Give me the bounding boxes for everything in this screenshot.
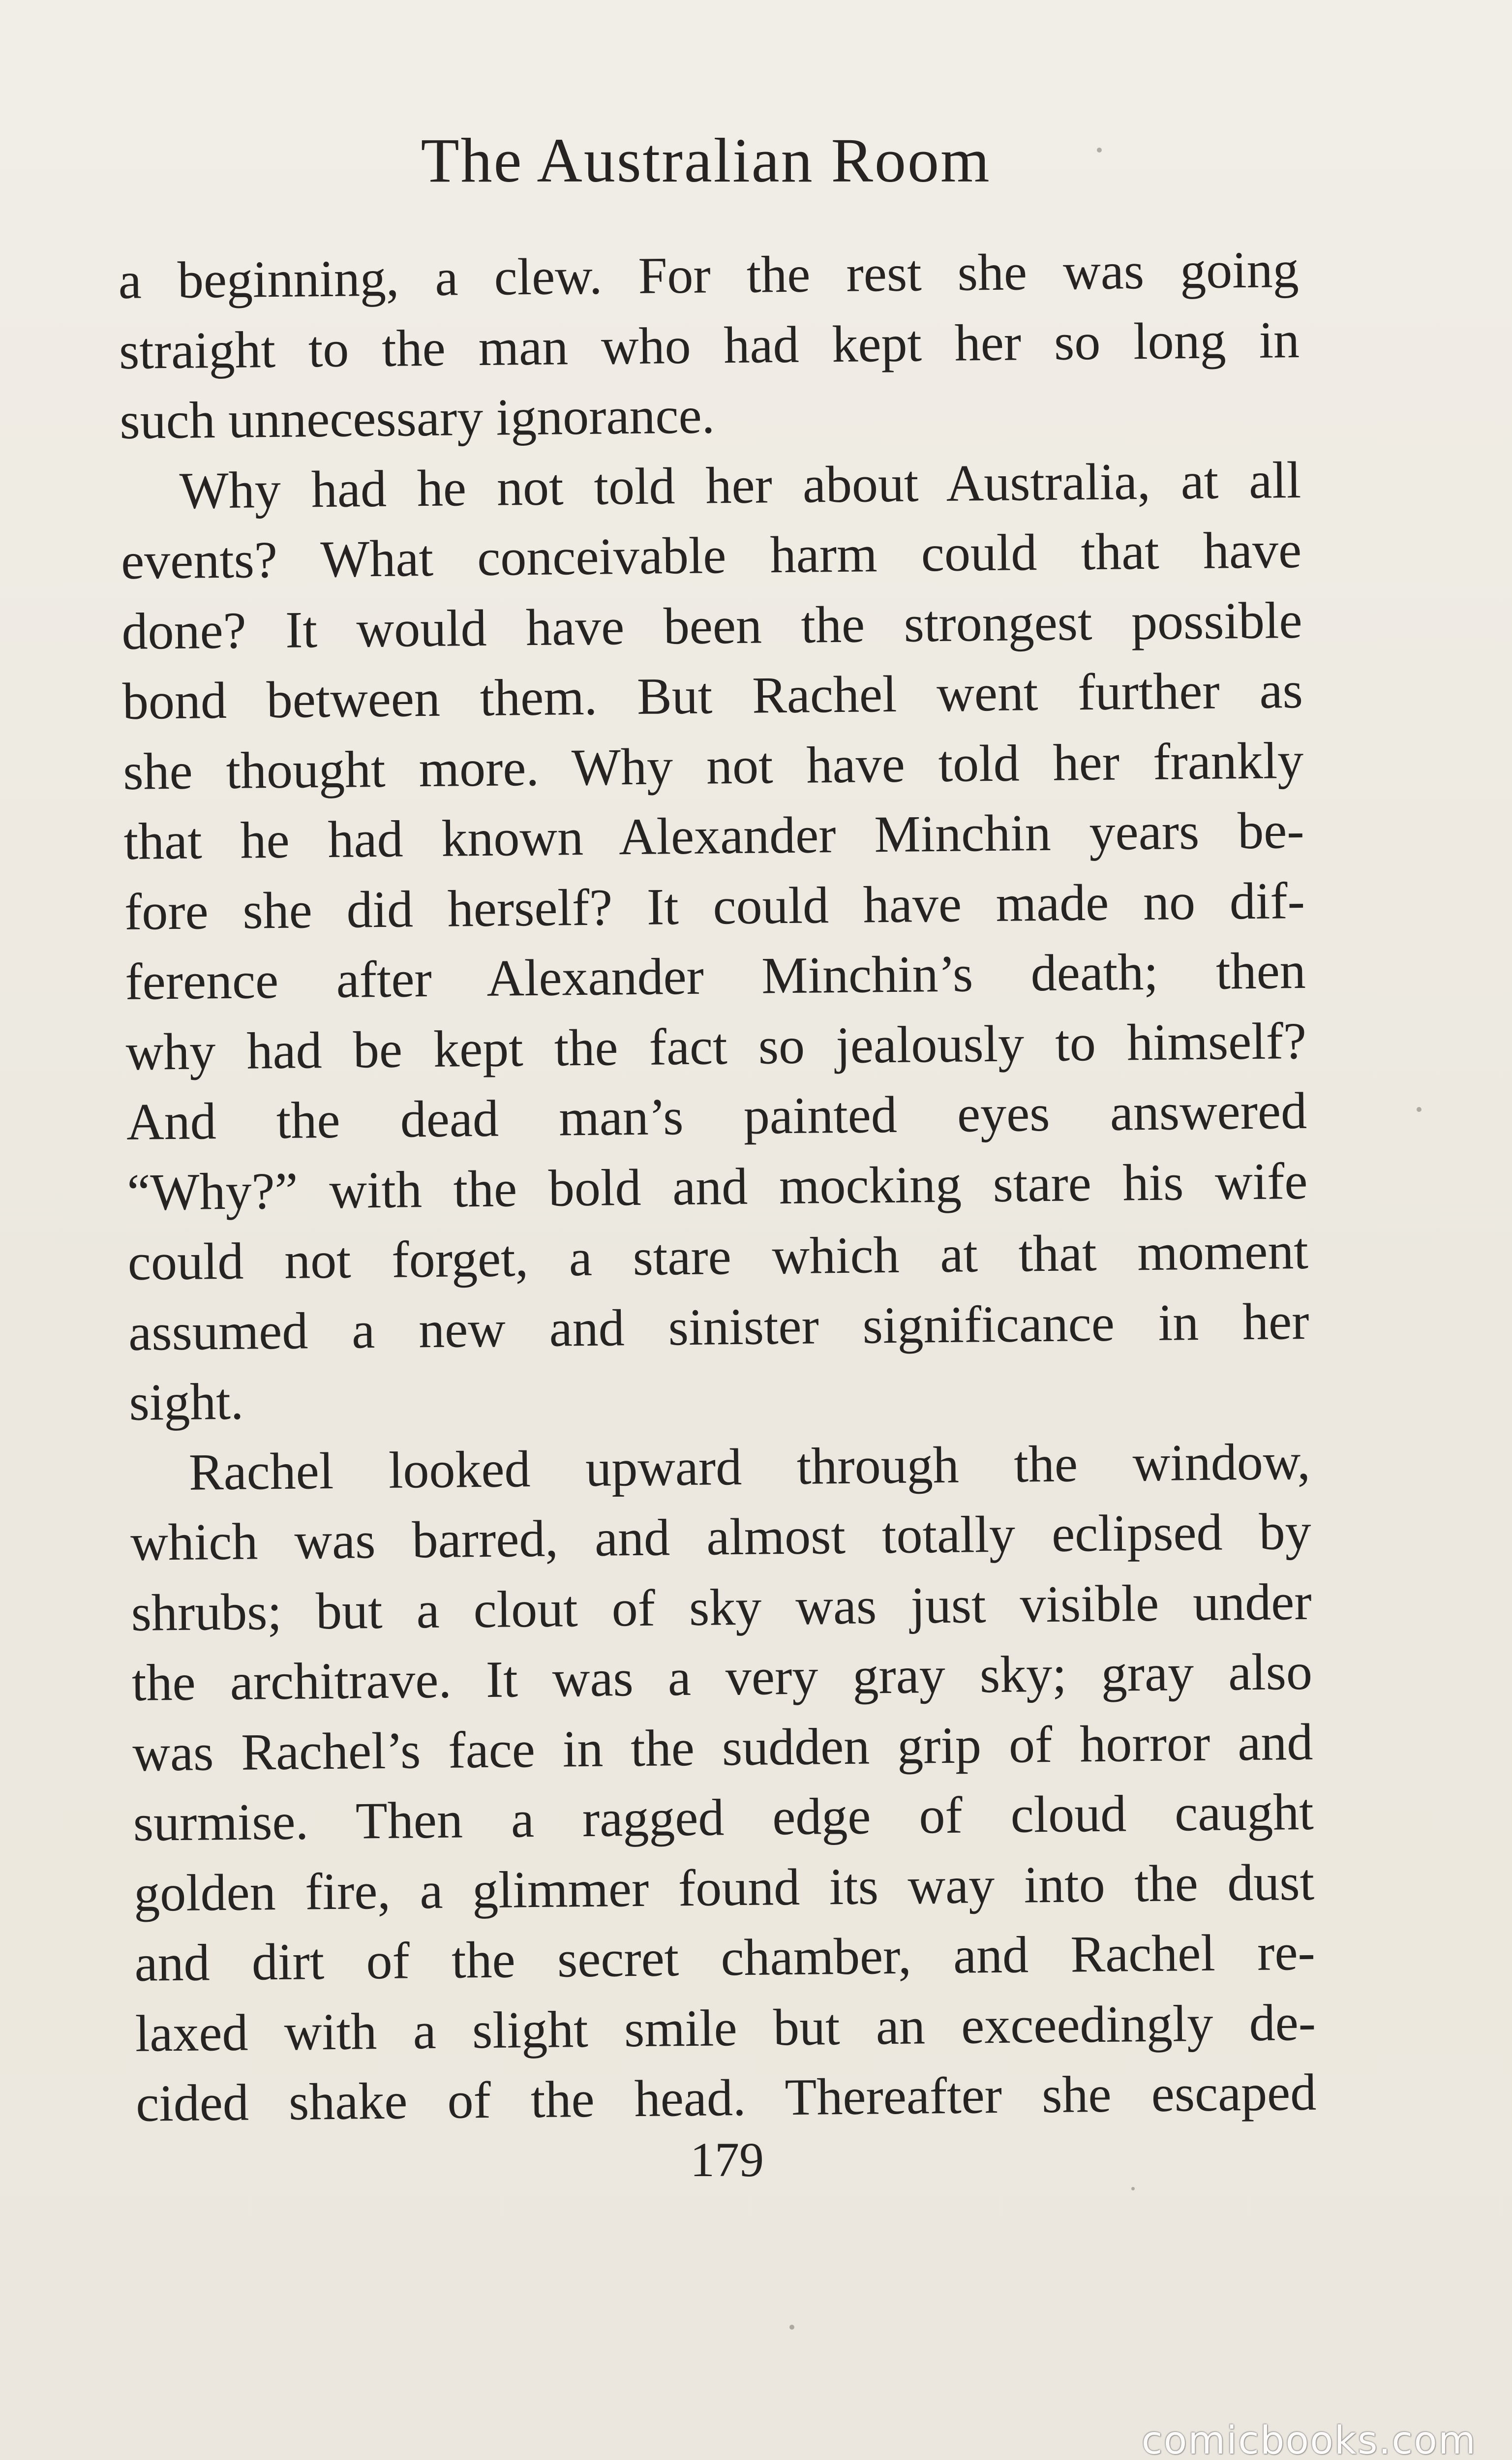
- text-line: And the dead man’s painted eyes answered: [126, 1081, 1307, 1151]
- text-line: bond between them. But Rachel went further as: [122, 661, 1303, 730]
- watermark: comicbooks.com: [1141, 2419, 1477, 2460]
- text-line: done? It would have been the strongest possible: [121, 591, 1302, 660]
- text-line: laxed with a slight smile but an exceedingly de-: [135, 1993, 1316, 2062]
- paper-speck: [1417, 1107, 1421, 1112]
- text-line: why had be kept the fact so jealously to himself?: [125, 1012, 1307, 1081]
- text-line: and dirt of the secret chamber, and Rachel re-: [134, 1923, 1316, 1992]
- text-line: a beginning, a clew. For the rest she was going: [118, 240, 1300, 309]
- text-line: such unnecessary ignorance.: [119, 386, 715, 450]
- text-line: cided shake of the head. Thereafter she escaped: [135, 2063, 1317, 2132]
- paragraph-3: [129, 1426, 1317, 2139]
- text-line: that he had known Alexander Minchin years be-: [123, 801, 1305, 870]
- text-line: straight to the man who had kept her so long in: [119, 310, 1300, 380]
- text-line: which was barred, and almost totally eclipsed by: [130, 1502, 1312, 1571]
- text-line: shrubs; but a clout of sky was just visible under: [131, 1572, 1312, 1642]
- text-line: assumed a new and sinister significance in her: [128, 1292, 1309, 1361]
- text-line: Why had he not told her about Australia, at all: [179, 451, 1301, 520]
- paper-speck: [1131, 2187, 1135, 2190]
- text-line: could not forget, a stare which at that moment: [127, 1222, 1309, 1291]
- text-line: “Why?” with the bold and mocking stare his wife: [126, 1152, 1308, 1221]
- text-line: was Rachel’s face in the sudden grip of horror and: [132, 1713, 1313, 1782]
- paragraph-2: [120, 445, 1310, 1438]
- text-line: golden fire, a glimmer found its way into the dust: [133, 1853, 1315, 1922]
- text-line: the architrave. It was a very gray sky; gray also: [131, 1642, 1313, 1712]
- body-text: [118, 235, 1317, 2139]
- paper-speck: [1097, 148, 1102, 153]
- page-number: 179: [690, 2132, 764, 2187]
- running-head: The Australian Room: [421, 125, 991, 195]
- text-line: ference after Alexander Minchin’s death; then: [124, 941, 1306, 1011]
- text-line: she thought more. Why not have told her frankly: [122, 731, 1304, 800]
- text-line: sight.: [129, 1372, 244, 1431]
- text-line: fore she did herself? It could have made no dif-: [124, 871, 1305, 941]
- text-line: events? What conceivable harm could that have: [121, 521, 1302, 590]
- text-line: surmise. Then a ragged edge of cloud caught: [133, 1783, 1314, 1852]
- paper-speck: [789, 2325, 794, 2330]
- paragraph-1: [118, 235, 1300, 457]
- text-line: Rachel looked upward through the window,: [188, 1432, 1311, 1501]
